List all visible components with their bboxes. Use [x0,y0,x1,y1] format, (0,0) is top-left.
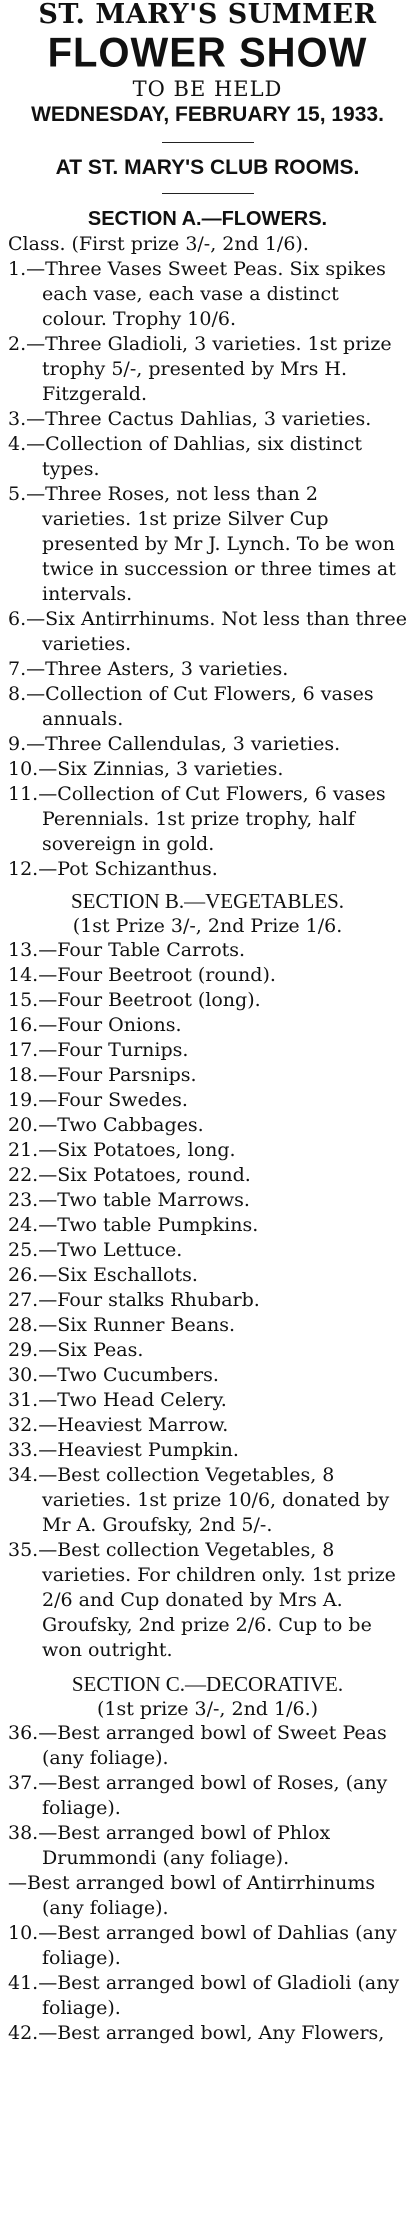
list-item: 18.—Four Parsnips. [8,1064,197,1086]
list-item: 23.—Two table Marrows. [8,1189,250,1211]
list-item: 6.—Six Antirrhinums. Not less than three varieties. [8,608,407,655]
list-item: 24.—Two table Pumpkins. [8,1214,259,1236]
section-b-list [8,938,407,1663]
list-item: 26.—Six Eschallots. [8,1264,198,1286]
list-item: 29.—Six Peas. [8,1339,144,1361]
list-item: 28.—Six Runner Beans. [8,1314,236,1336]
list-item: 19.—Four Swedes. [8,1089,188,1111]
list-item: 17.—Four Turnips. [8,1039,189,1061]
list-item: 3.—Three Cactus Dahlias, 3 varieties. [8,408,372,430]
list-item: 7.—Three Asters, 3 varieties. [8,658,289,680]
list-item: 30.—Two Cucumbers. [8,1364,219,1386]
list-item: 36.—Best arranged bowl of Sweet Peas (any foliage). [8,1722,387,1769]
list-item: 31.—Two Head Celery. [8,1389,227,1411]
list-item: 13.—Four Table Carrots. [8,939,246,961]
list-item: 11.—Collection of Cut Flowers, 6 vases Perennials. 1st prize trophy, half sovereign in gold. [8,783,386,855]
section-c-title: SECTION C.—DECORATIVE. [71,1672,344,1696]
list-item: 5.—Three Roses, not less than 2 varieties. 1st prize Silver Cup presented by Mr J. Lynch. To be won twice in succession or three times at intervals. [8,483,396,605]
list-item: 35.—Best collection Vegetables, 8 varieties. For children only. 1st prize 2/6 and Cup donated by Mrs A. Groufsky, 2nd prize 2/6. Cup to be won outright. [8,1539,396,1661]
section-c-list [8,1721,407,2046]
list-item: 14.—Four Beetroot (round). [8,964,276,986]
list-item: 33.—Heaviest Pumpkin. [8,1439,239,1461]
list-item: 16.—Four Onions. [8,1014,182,1036]
list-item: 22.—Six Potatoes, round. [8,1164,251,1186]
section-b-prize-line: (1st Prize 3/-, 2nd Prize 1/6. [72,915,343,937]
section-a-title: SECTION A.—FLOWERS. [87,208,328,230]
list-item: 4.—Collection of Dahlias, six distinct types. [8,433,362,480]
divider-rule [162,142,254,143]
section-a-list [8,257,407,882]
list-item: 42.—Best arranged bowl, Any Flowers, [8,2022,385,2044]
list-item: 20.—Two Cabbages. [8,1114,204,1136]
list-item: 8.—Collection of Cut Flowers, 6 vases annuals. [8,683,374,730]
header-title-line2: FLOWER SHOW [47,29,368,77]
list-item: 25.—Two Lettuce. [8,1239,183,1261]
header-to-be-held: TO BE HELD [132,77,283,101]
list-item: 21.—Six Potatoes, long. [8,1139,236,1161]
list-item: 12.—Pot Schizanthus. [8,858,218,880]
list-item: 37.—Best arranged bowl of Roses, (any foliage). [8,1772,388,1819]
section-c-prize-line: (1st prize 3/-, 2nd 1/6.) [96,1698,319,1720]
list-item: 27.—Four stalks Rhubarb. [8,1289,260,1311]
section-a-class-line: Class. (First prize 3/-, 2nd 1/6). [8,233,309,255]
header-date: WEDNESDAY, FEBRUARY 15, 1933. [31,103,384,126]
header-venue: AT ST. MARY'S CLUB ROOMS. [55,156,360,179]
list-item: —Best arranged bowl of Antirrhinums (any foliage). [8,1872,376,1919]
section-b-title: SECTION B.—VEGETABLES. [70,889,345,913]
list-item: 10.—Best arranged bowl of Dahlias (any foliage). [8,1922,397,1969]
header-title-line1: ST. MARY'S SUMMER [38,0,377,30]
list-item: 41.—Best arranged bowl of Gladioli (any foliage). [8,1972,400,2019]
list-item: 10.—Six Zinnias, 3 varieties. [8,758,284,780]
divider-rule [162,193,254,194]
list-item: 1.—Three Vases Sweet Peas. Six spikes each vase, each vase a distinct colour. Trophy 10/6. [8,258,386,330]
list-item: 34.—Best collection Vegetables, 8 varieties. 1st prize 10/6, donated by Mr A. Groufsky, 2nd 5/-. [8,1464,390,1536]
list-item: 2.—Three Gladioli, 3 varieties. 1st prize trophy 5/-, presented by Mrs H. Fitzgerald. [8,333,392,405]
list-item: 32.—Heaviest Marrow. [8,1414,229,1436]
list-item: 38.—Best arranged bowl of Phlox Drummondi (any foliage). [8,1822,331,1869]
list-item: 15.—Four Beetroot (long). [8,989,261,1011]
list-item: 9.—Three Callendulas, 3 varieties. [8,733,341,755]
